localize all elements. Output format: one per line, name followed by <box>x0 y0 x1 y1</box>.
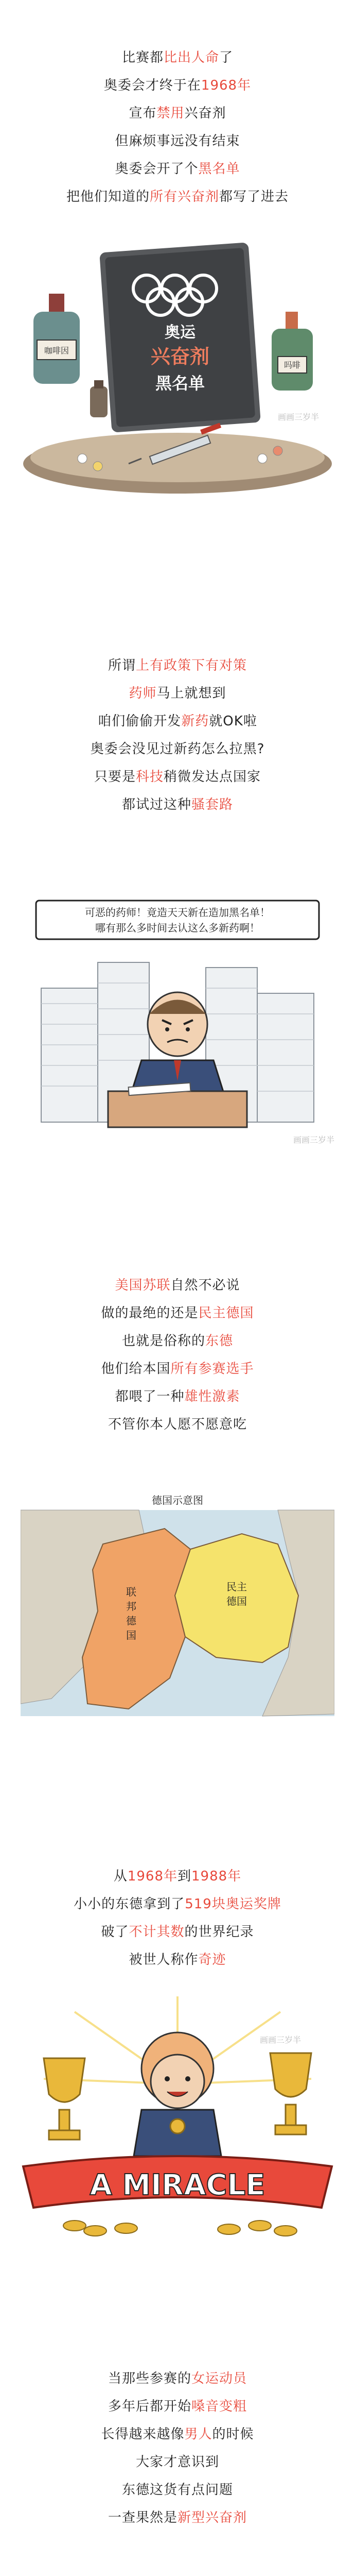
text-line <box>0 735 355 763</box>
text-line <box>0 183 355 211</box>
highlight-text: 不计其数 <box>129 1924 185 1940</box>
text-line <box>0 72 355 99</box>
plain-text: 东德这货有点问题 <box>121 2482 233 2498</box>
highlight-text: 黑名单 <box>198 161 240 177</box>
text-line <box>0 155 355 183</box>
section4-text <box>0 1862 355 1974</box>
paperwork-illustration <box>10 885 345 1158</box>
plain-text: 兴奋剂 <box>184 106 226 121</box>
plain-text: 但麻烦事远没有结束 <box>115 133 240 149</box>
speech-bubble <box>36 901 319 939</box>
plain-text: 马上就想到 <box>156 686 226 701</box>
plain-text: 当那些参赛的 <box>108 2371 191 2386</box>
speech-line-1: 可恶的药师！竟造天天新在造加黑名单！ <box>85 906 270 919</box>
desk <box>108 1091 247 1127</box>
blacklist-drawing <box>21 216 334 505</box>
section3-text <box>0 1272 355 1438</box>
highlight-text: 上有政策下有对策 <box>136 658 247 673</box>
text-line <box>0 1918 355 1946</box>
plain-text: 的时候 <box>212 2427 254 2442</box>
plain-text: 只要是 <box>94 769 136 785</box>
miracle-drawing <box>13 1991 342 2249</box>
bottle-left-label: 咖啡因 <box>44 346 69 355</box>
plain-text: 大家才意识到 <box>135 2454 219 2470</box>
plain-text: 奥委会没见过新药怎么拉黑? <box>90 741 265 757</box>
plain-text: 所谓 <box>108 658 136 673</box>
text-line <box>0 1327 355 1355</box>
text-line <box>0 1383 355 1411</box>
section2-text <box>0 652 355 819</box>
west-label-3: 德 <box>126 1615 136 1627</box>
plain-text: 比赛都 <box>121 50 164 65</box>
plain-text: 宣布 <box>129 106 157 121</box>
highlight-text: 所有兴奋剂 <box>149 189 219 205</box>
text-line <box>0 2365 355 2393</box>
highlight-text: 美国苏联 <box>115 1278 171 1293</box>
blackboard-sign <box>99 242 261 432</box>
bottle-right-icon <box>272 312 313 391</box>
text-line <box>0 1299 355 1327</box>
east-label-1: 民主 <box>226 1581 247 1593</box>
text-line <box>0 2476 355 2504</box>
miracle-banner <box>23 2156 332 2208</box>
section5-text <box>0 2365 355 2532</box>
plain-text: 他们给本国 <box>101 1361 171 1377</box>
plain-text: 稍微发达点国家 <box>164 769 261 785</box>
plain-text: 破了 <box>101 1924 129 1940</box>
sign-top-text: 奥运 <box>165 324 196 342</box>
flask-icon <box>90 380 108 417</box>
highlight-text: 女运动员 <box>191 2371 247 2386</box>
west-label-2: 邦 <box>126 1600 136 1613</box>
plain-text: 的世界纪录 <box>184 1924 254 1940</box>
text-line <box>0 2504 355 2532</box>
plain-text: 多年后都开始 <box>108 2399 191 2414</box>
plain-text: 被世人称作 <box>129 1952 199 1968</box>
text-line <box>0 1411 355 1438</box>
highlight-text: 禁用 <box>156 106 185 121</box>
text-line <box>0 2420 355 2448</box>
highlight-text: 比出人命 <box>163 50 219 65</box>
highlight-text: 1988年 <box>191 1869 242 1884</box>
east-label-2: 德国 <box>226 1595 247 1607</box>
plain-text: 奥委会才终于在 <box>103 78 201 93</box>
highlight-text: 1968年 <box>201 78 252 93</box>
plain-text: 不管你本人愿不愿意吃 <box>108 1417 247 1432</box>
plain-text: 做的最绝的还是 <box>101 1306 199 1321</box>
sign-line-2: 黑名单 <box>155 374 205 393</box>
west-label-4: 国 <box>126 1629 136 1641</box>
plain-text: 长得越来越像 <box>101 2427 185 2442</box>
bottle-right-label: 吗啡 <box>283 360 301 370</box>
watermark: 画画三岁半 <box>277 412 319 422</box>
text-line <box>0 652 355 680</box>
plain-text: 都试过这种 <box>121 797 191 812</box>
plain-text: 奥委会开了个 <box>115 161 199 177</box>
plain-text: 也就是俗称的 <box>121 1333 205 1349</box>
text-line <box>0 1355 355 1383</box>
text-line <box>0 1272 355 1299</box>
plain-text: 小小的东德拿到了 <box>74 1896 185 1912</box>
highlight-text: 1968年 <box>127 1869 177 1884</box>
speech-line-2: 哪有那么多时间去认这么多新药啊！ <box>95 922 260 934</box>
text-line <box>0 1946 355 1974</box>
text-line <box>0 707 355 735</box>
text-line <box>0 1890 355 1918</box>
banner-text: A MIRACLE <box>90 2168 265 2202</box>
highlight-text: 所有参赛选手 <box>170 1361 254 1377</box>
athlete-character <box>134 2032 221 2156</box>
text-line <box>0 2448 355 2476</box>
plain-text: 到 <box>177 1869 192 1884</box>
germany-map <box>21 1493 334 1719</box>
text-line <box>0 127 355 155</box>
highlight-text: 嗓音变粗 <box>191 2399 247 2414</box>
text-line <box>0 44 355 72</box>
miracle-illustration <box>13 1991 342 2249</box>
text-line <box>0 791 355 819</box>
highlight-text: 药师 <box>129 686 157 701</box>
plain-text: 把他们知道的 <box>66 189 150 205</box>
highlight-text: 雄性激素 <box>184 1389 240 1404</box>
plain-text: 从 <box>113 1869 128 1884</box>
map-drawing <box>21 1493 334 1719</box>
highlight-text: 男人 <box>184 2427 212 2442</box>
paperwork-drawing <box>10 885 345 1158</box>
blacklist-illustration <box>21 216 334 505</box>
plain-text: 就OK啦 <box>209 714 257 729</box>
highlight-text: 民主德国 <box>198 1306 254 1321</box>
highlight-text: 科技 <box>135 769 164 785</box>
plain-text: 自然不必说 <box>170 1278 240 1293</box>
map-title: 德国示意图 <box>152 1494 203 1506</box>
watermark: 画画三岁半 <box>293 1135 335 1145</box>
highlight-text: 新药 <box>181 714 209 729</box>
bottle-left-icon <box>33 294 80 384</box>
sign-line-1: 兴奋剂 <box>150 345 210 368</box>
plain-text: 都写了进去 <box>219 189 289 205</box>
west-label-1: 联 <box>126 1586 136 1598</box>
highlight-text: 奇迹 <box>198 1952 226 1968</box>
highlight-text: 519块奥运奖牌 <box>185 1896 281 1912</box>
watermark: 画画三岁半 <box>259 2035 301 2045</box>
text-line <box>0 680 355 707</box>
text-line <box>0 1862 355 1890</box>
text-line <box>0 763 355 791</box>
plain-text: 都喂了一种 <box>115 1389 185 1404</box>
highlight-text: 新型兴奋剂 <box>177 2510 247 2526</box>
highlight-text: 骚套路 <box>191 797 234 812</box>
highlight-text: 东德 <box>205 1333 234 1349</box>
plain-text: 咱们偷偷开发 <box>98 714 182 729</box>
plain-text: 一查果然是 <box>108 2510 177 2526</box>
medal-icon <box>170 2119 185 2133</box>
plain-text: 了 <box>219 50 234 65</box>
text-line <box>0 99 355 127</box>
coins-icon <box>63 2221 297 2236</box>
text-line <box>0 2393 355 2420</box>
section1-text <box>0 44 355 211</box>
